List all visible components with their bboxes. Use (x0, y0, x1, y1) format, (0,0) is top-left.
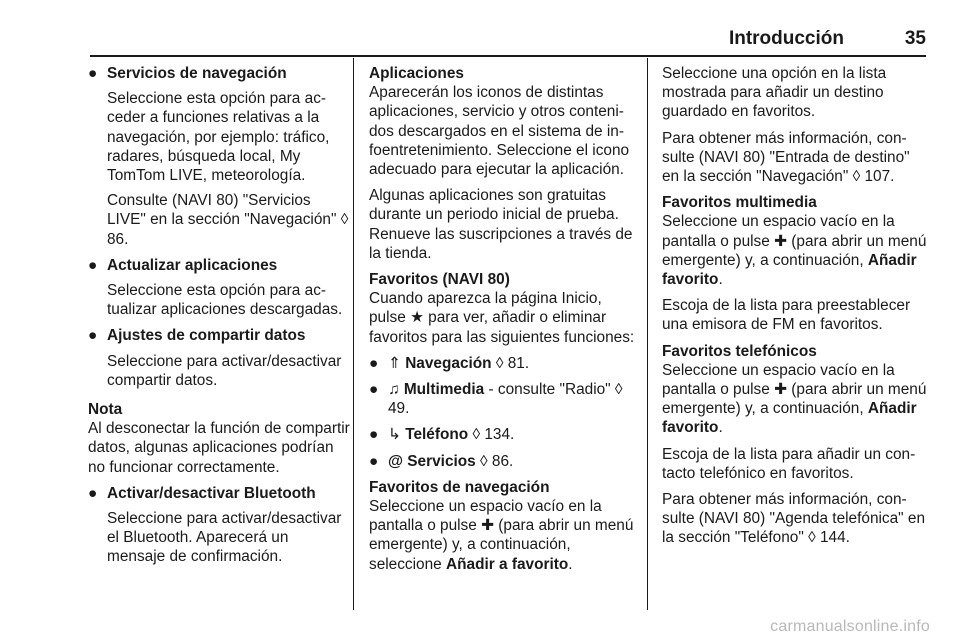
item-text: ◊ 81. (491, 354, 530, 372)
list-item (369, 354, 635, 373)
column-3 (662, 64, 928, 555)
paragraph: Para obtener más información, consulte (NAVI 80) "Entrada de destino" en la sección "Navegación" ◊ 107. (662, 129, 910, 186)
favorites-list (369, 354, 635, 471)
bullet-icon: ● (88, 256, 98, 274)
bullet-icon: ● (88, 65, 98, 82)
item-text: ◊ 86. (475, 452, 514, 470)
paragraph: Aparecerán los iconos de distintas aplicaciones, servicio y otros contenidos descargados en el sistema de infoentretenimiento. Seleccione el icono adecuado para ejecutar la aplicación. (369, 84, 630, 179)
section-heading: Favoritos (NAVI 80) (369, 271, 510, 289)
multimedia-favorites-section (662, 193, 928, 289)
punctuation: . (568, 555, 573, 573)
note-title: Nota (88, 401, 123, 419)
list-item (369, 452, 635, 471)
multimedia-icon: ♫ (388, 381, 400, 399)
column-2 (369, 64, 635, 581)
item-title: Servicios (407, 452, 476, 470)
bullet-icon: ● (369, 452, 379, 470)
item-text: Consulte (NAVI 80) "Servicios LIVE" en la sección "Navegación" ◊ 86. (107, 192, 349, 248)
item-title: Ajustes de compartir datos (107, 327, 306, 345)
column-1 (88, 64, 350, 574)
bullet-icon: ● (369, 354, 379, 372)
list-item (369, 425, 635, 444)
paragraph: Algunas aplicaciones son gratuitas durante un periodo inicial de prueba. Renueve las suscripciones a través de la tienda. (369, 187, 633, 262)
paragraph: Seleccione una opción en la lista mostrada para añadir un destino guardado en favoritos. (662, 65, 887, 121)
paragraph: Seleccione un espacio vacío en la pantalla o pulse ✚ (para abrir un menú emergente) y, a continuación, (662, 213, 927, 269)
item-title: Activar/desactivar Bluetooth (107, 484, 316, 502)
section-heading: Aplicaciones (369, 65, 464, 82)
header-rule (90, 55, 926, 57)
bullet-icon: ● (88, 484, 98, 502)
menu-option: Añadir a favorito (446, 555, 569, 573)
list-item (88, 484, 350, 567)
menu-option: Añadir favorito (662, 400, 917, 437)
list-item (369, 380, 635, 418)
bullet-icon: ● (369, 426, 379, 444)
section-heading: Favoritos multimedia (662, 194, 817, 212)
paragraph: Escoja de la lista para añadir un contacto telefónico en favoritos. (662, 445, 916, 482)
item-title: Navegación (405, 354, 492, 372)
paragraph: Seleccione un espacio vacío en la pantalla o pulse ✚ (para abrir un menú emergente) y, a continuación, seleccione (369, 498, 634, 573)
item-title: Actualizar aplicaciones (107, 256, 278, 274)
column-divider-2 (647, 58, 648, 610)
item-title: Teléfono (405, 426, 469, 444)
section-title: Introducción (728, 28, 844, 49)
applications-section (369, 64, 635, 179)
paragraph: Escoja de la lista para preestablecer una emisora de FM en favoritos. (662, 297, 911, 334)
item-text: Seleccione esta opción para acceder a funciones relativas a la navegación, por ejemplo: tráfico, radares, búsqueda local, My TomTom LIVE, meteorología. (107, 90, 330, 185)
phone-favorites-section (662, 342, 928, 438)
item-text: - consulte "Radio" ◊ 49. (388, 381, 623, 418)
item-text: Seleccione esta opción para actualizar aplicaciones descargadas. (107, 282, 343, 319)
paragraph: Cuando aparezca la página Inicio, pulse ★ para ver, añadir o eliminar favoritos para las siguientes funciones: (369, 290, 635, 346)
navigation-icon: ⇑ (388, 354, 401, 372)
section-heading: Favoritos de navegación (369, 478, 550, 496)
paragraph: Seleccione un espacio vacío en la pantalla o pulse ✚ (para abrir un menú emergente) y, a continuación, (662, 361, 927, 418)
services-icon: @ (388, 452, 404, 470)
item-text: ◊ 134. (468, 426, 515, 444)
list-item (88, 256, 350, 320)
note-box (88, 400, 350, 477)
item-text: Seleccione para activar/desactivar compartir datos. (107, 352, 342, 389)
section-heading: Favoritos telefónicos (662, 342, 817, 360)
list-item (88, 326, 350, 390)
column-divider-1 (353, 58, 354, 610)
item-text: Seleccione para activar/desactivar el Bluetooth. Aparecerá un mensaje de confirmación. (107, 510, 342, 566)
bullet-icon: ● (369, 381, 379, 399)
page-header (90, 28, 926, 54)
favorites-section (369, 270, 635, 347)
paragraph: Para obtener más información, consulte (NAVI 80) "Agenda telefónica" en la sección "Teléfono" ◊ 144. (662, 491, 926, 547)
punctuation: . (718, 419, 723, 437)
watermark: carmanualsonline.info (770, 618, 930, 635)
page-number: 35 (904, 28, 926, 49)
punctuation: . (718, 271, 723, 289)
phone-icon: ↳ (388, 426, 401, 444)
list-item (88, 64, 350, 249)
bullet-icon: ● (88, 327, 98, 345)
menu-option: Añadir favorito (662, 251, 917, 289)
nav-favorites-section (369, 478, 635, 574)
note-text: Al desconectar la función de compartir datos, algunas aplicaciones podrían no funcionar correctamente. (88, 420, 350, 476)
item-title: Multimedia (403, 381, 485, 399)
item-title: Servicios de navegación (107, 65, 287, 82)
